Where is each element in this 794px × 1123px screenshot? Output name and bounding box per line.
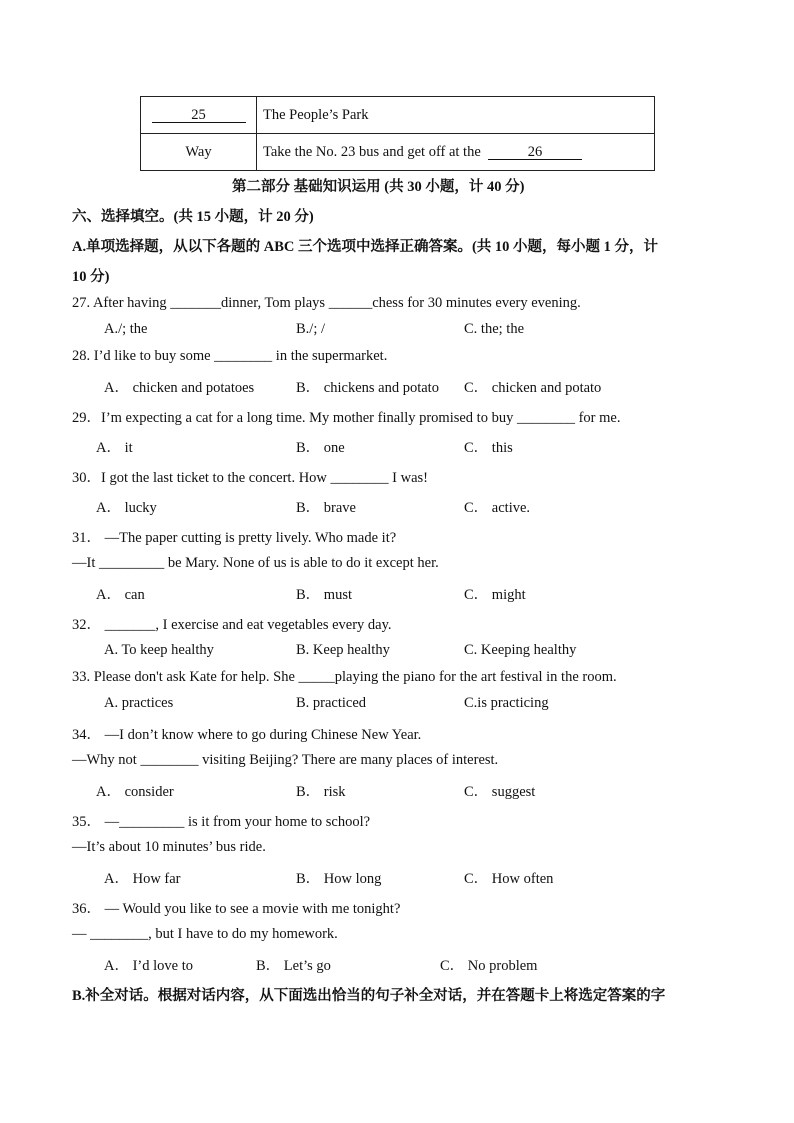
question-31: 31． —The paper cutting is pretty lively. Who made it? (72, 530, 397, 546)
question-36-response: — ________, but I have to do my homework. (72, 926, 338, 942)
answer-blank-26: 26 (488, 145, 582, 160)
option-c: C． active. (464, 500, 531, 516)
question-27: 27. After having _______dinner, Tom plays ______chess for 30 minutes every evening. (72, 295, 581, 311)
option-a: A． can (96, 587, 145, 603)
table-cell (141, 97, 257, 134)
info-table (140, 96, 655, 171)
question-34-response: —Why not ________ visiting Beijing? There are many places of interest. (72, 752, 499, 768)
option-c: C.is practicing (464, 695, 549, 711)
option-b: B． brave (296, 500, 356, 516)
destination-text: The People’s Park (263, 106, 369, 123)
question-35-response: —It’s about 10 minutes’ bus ride. (72, 839, 266, 855)
question-36: 36． — Would you like to see a movie with me tonight? (72, 901, 401, 917)
option-b: B． Let’s go (256, 958, 331, 974)
option-c: C. Keeping healthy (464, 642, 577, 658)
section-a-heading-cont: 10 分) (72, 269, 110, 285)
part-title: 第二部分 基础知识运用 (共 30 小题，计 40 分) (232, 179, 525, 195)
option-a: A. To keep healthy (104, 642, 214, 658)
table-cell (141, 134, 257, 171)
question-28: 28. I’d like to buy some ________ in the supermarket. (72, 348, 388, 364)
table-cell (257, 97, 655, 134)
section-b-heading: B.补全对话。根据对话内容，从下面选出恰当的句子补全对话，并在答题卡上将选定答案的字 (72, 988, 666, 1004)
option-b: B./; / (296, 321, 326, 337)
way-label: Way (185, 143, 212, 160)
question-35: 35． —_________ is it from your home to school? (72, 814, 371, 830)
question-32: 32． _______, I exercise and eat vegetables every day. (72, 617, 392, 633)
question-34: 34． —I don’t know where to go during Chinese New Year. (72, 727, 422, 743)
option-b: B. practiced (296, 695, 367, 711)
option-a: A． consider (96, 784, 174, 800)
option-b: B． chickens and potato (296, 380, 439, 396)
option-c: C． chicken and potato (464, 380, 602, 396)
option-c: C． might (464, 587, 526, 603)
option-a: A． lucky (96, 500, 157, 516)
section-a-heading: A.单项选择题，从以下各题的 ABC 三个选项中选择正确答案。(共 10 小题，每小题 1 分，计 (72, 239, 659, 255)
option-b: B. Keep healthy (296, 642, 390, 658)
option-a: A． I’d love to (104, 958, 193, 974)
option-b: B． How long (296, 871, 382, 887)
option-a: A./; the (104, 321, 148, 337)
option-c: C． suggest (464, 784, 536, 800)
table-row (141, 134, 655, 171)
option-c: C． this (464, 440, 513, 456)
table-cell (257, 134, 655, 171)
option-a: A． chicken and potatoes (104, 380, 255, 396)
option-c: C. the; the (464, 321, 525, 337)
question-29: 29．I’m expecting a cat for a long time. My mother finally promised to buy ________ for me. (72, 410, 621, 426)
option-b: B． must (296, 587, 352, 603)
table-row (141, 97, 655, 134)
option-a: A． it (96, 440, 133, 456)
option-a: A． How far (104, 871, 181, 887)
option-b: B． risk (296, 784, 346, 800)
answer-blank-25: 25 (152, 108, 246, 123)
section-six-heading: 六、选择填空。(共 15 小题，计 20 分) (72, 209, 314, 225)
option-c: C． How often (464, 871, 554, 887)
question-33: 33. Please don't ask Kate for help. She _____playing the piano for the art festival in the room. (72, 669, 617, 685)
option-a: A. practices (104, 695, 174, 711)
option-c: C． No problem (440, 958, 538, 974)
route-text: Take the No. 23 bus and get off at the (263, 143, 481, 160)
option-b: B． one (296, 440, 345, 456)
question-31-response: —It _________ be Mary. None of us is able to do it except her. (72, 555, 439, 571)
question-30: 30．I got the last ticket to the concert. How ________ I was! (72, 470, 428, 486)
